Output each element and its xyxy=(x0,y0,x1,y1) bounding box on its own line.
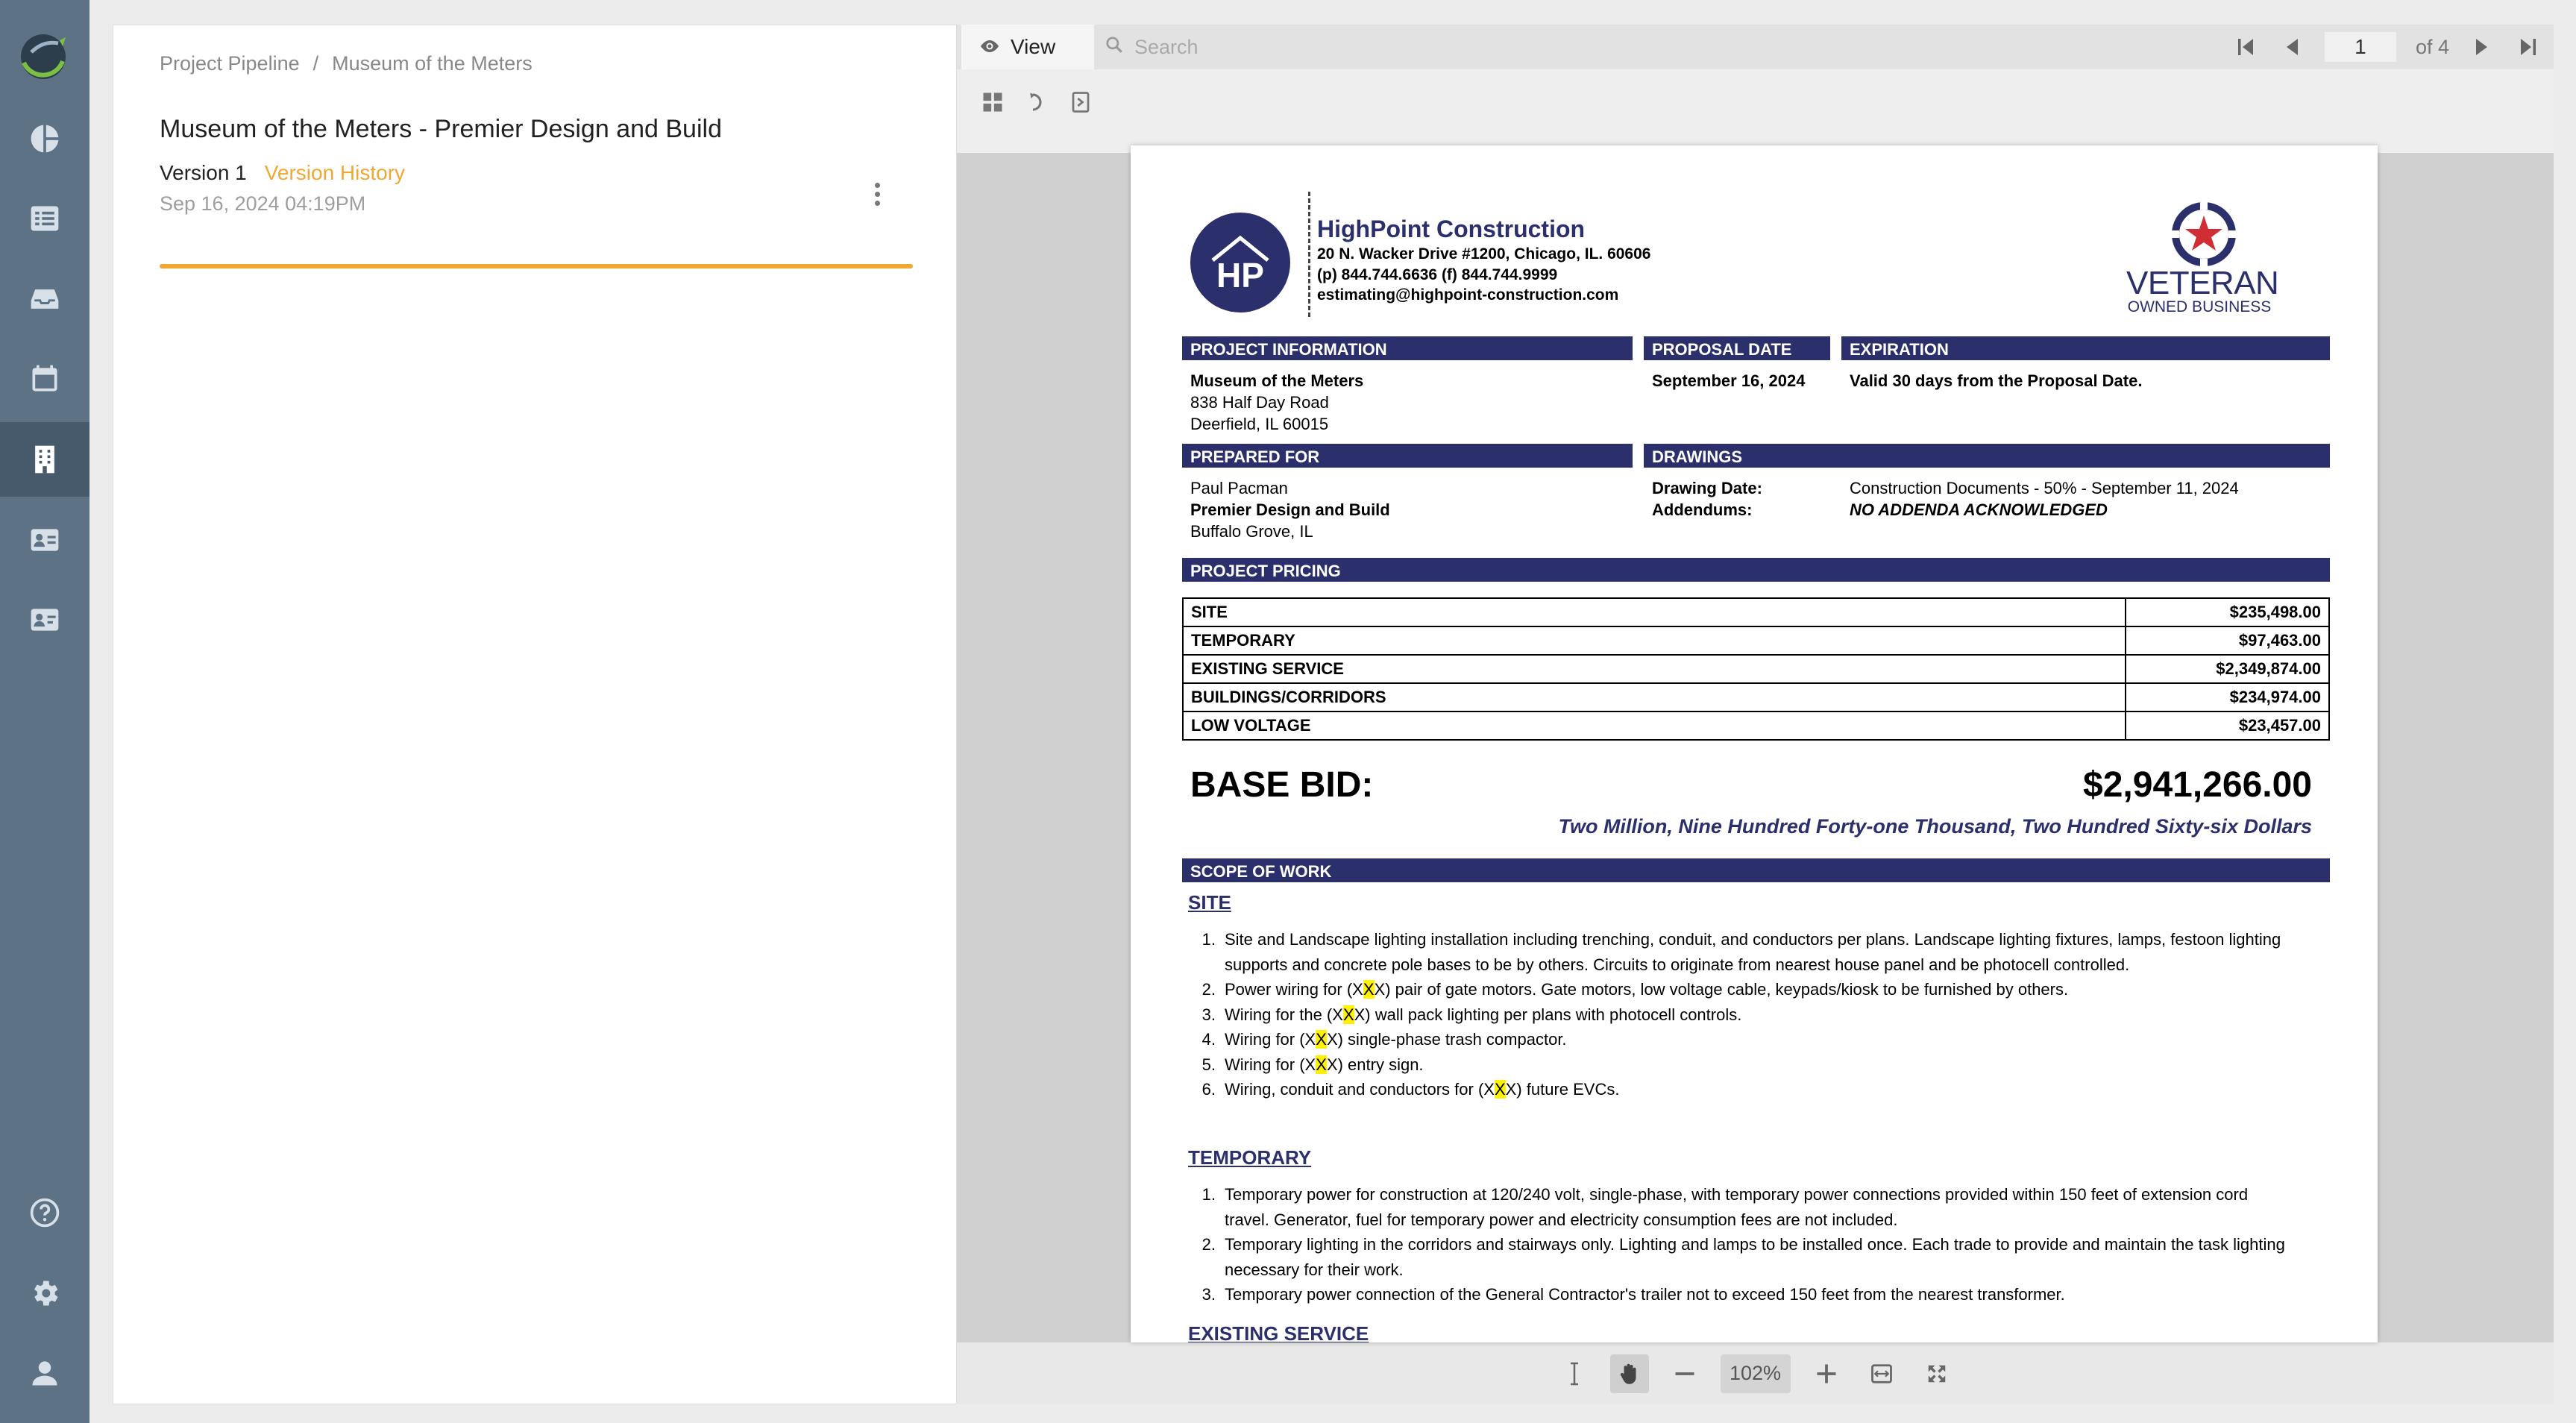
price-amount: $234,974.00 xyxy=(2126,683,2329,712)
table-row xyxy=(1183,655,2329,683)
version-history-link[interactable]: Version History xyxy=(264,161,406,184)
app-logo-icon[interactable] xyxy=(16,30,70,84)
thumbnails-icon[interactable] xyxy=(978,87,1008,117)
rotate-icon[interactable] xyxy=(1022,87,1052,117)
veteran-word: VETERAN xyxy=(2126,265,2279,301)
view-mode-button[interactable] xyxy=(961,25,1094,69)
list-icon[interactable] xyxy=(0,181,89,256)
breadcrumb-separator: / xyxy=(312,52,319,75)
calendar-icon[interactable] xyxy=(0,342,89,416)
viewer-secondary-toolbar xyxy=(957,69,2554,153)
project-address-1: 838 Half Day Road xyxy=(1190,393,1329,412)
base-bid-amount: $2,941,266.00 xyxy=(2083,765,2312,805)
document-page xyxy=(1131,145,2378,1342)
pan-hand-icon[interactable] xyxy=(1610,1354,1649,1393)
svg-text:HP: HP xyxy=(1216,256,1264,295)
proposal-date-value: September 16, 2024 xyxy=(1652,371,1806,390)
breadcrumb xyxy=(160,52,533,75)
id-card-icon[interactable] xyxy=(0,582,89,657)
company-phone: (p) 844.744.6636 (f) 844.744.9999 xyxy=(1317,266,1558,283)
highlight-mark: X xyxy=(1342,1005,1354,1024)
prepared-for-heading: PREPARED FOR xyxy=(1182,444,1633,468)
page-navigation xyxy=(2232,25,2542,69)
fit-page-icon[interactable] xyxy=(1066,87,1096,117)
list-item: 2. Power wiring for (XXX) pair of gate motors. Gate motors, low voltage cable, keypads/kiosk to be furnished by others. xyxy=(1201,980,2069,999)
eye-icon xyxy=(979,35,1000,59)
base-bid-words: Two Million, Nine Hundred Forty-one Thousand, Two Hundred Sixty-six Dollars xyxy=(1558,815,2312,838)
site-scope-list xyxy=(1190,927,2294,1102)
breadcrumb-parent-link[interactable]: Project Pipeline xyxy=(160,52,300,75)
base-bid-label: BASE BID: xyxy=(1190,765,1374,805)
addendums-value: NO ADDENDA ACKNOWLEDGED xyxy=(1850,500,2108,519)
veteran-subtitle: OWNED BUSINESS xyxy=(2127,298,2272,315)
viewer-bottom-toolbar xyxy=(957,1342,2554,1404)
last-page-icon[interactable] xyxy=(2515,34,2542,60)
page-title: Museum of the Meters - Premier Design and Build xyxy=(160,115,722,143)
company-logo xyxy=(1190,213,1290,312)
expiration-heading: EXPIRATION xyxy=(1841,336,2330,360)
expiration-value: Valid 30 days from the Proposal Date. xyxy=(1850,371,2143,390)
version-row xyxy=(160,161,405,185)
proposal-date-heading: PROPOSAL DATE xyxy=(1644,336,1830,360)
project-pricing-heading: PROJECT PRICING xyxy=(1182,558,2330,582)
text-select-icon[interactable] xyxy=(1555,1354,1594,1393)
page-total: of 4 xyxy=(2415,35,2449,58)
page-number-input[interactable] xyxy=(2325,32,2396,62)
scope-existing-service-title: EXISTING SERVICE xyxy=(1188,1322,1369,1342)
zoom-level[interactable]: 102% xyxy=(1721,1354,1791,1393)
veteran-star-icon xyxy=(2170,201,2237,268)
zoom-out-icon[interactable] xyxy=(1665,1354,1704,1393)
view-mode-label: View xyxy=(1011,35,1056,58)
fullscreen-icon[interactable] xyxy=(1917,1354,1956,1393)
highlight-mark: X xyxy=(1316,1030,1327,1049)
price-amount: $235,498.00 xyxy=(2126,598,2329,626)
table-row xyxy=(1183,598,2329,626)
search-icon xyxy=(1105,35,1124,60)
scope-temporary-title: TEMPORARY xyxy=(1188,1146,1312,1169)
version-date: Sep 16, 2024 04:19PM xyxy=(160,192,366,215)
prepared-for-company: Premier Design and Build xyxy=(1190,500,1390,519)
gear-icon[interactable] xyxy=(0,1256,89,1331)
project-information-heading: PROJECT INFORMATION xyxy=(1182,336,1633,360)
price-amount: $2,349,874.00 xyxy=(2126,655,2329,683)
pie-chart-icon[interactable] xyxy=(0,101,89,176)
company-email: estimating@highpoint-construction.com xyxy=(1317,286,1619,304)
table-row xyxy=(1183,683,2329,712)
progress-bar xyxy=(160,264,913,268)
prepared-for-city: Buffalo Grove, IL xyxy=(1190,522,1313,541)
list-item: 1. Site and Landscape lighting installation including trenching, conduit, and conductors per plans. Landscape lighting fixtures, lamps, festoon lighting supports and concrete pole bases to be by others. Circuits to originate from nearest house panel and be photocell controlled. xyxy=(1201,930,2281,974)
search-placeholder: Search xyxy=(1134,35,1199,58)
nav-rail xyxy=(0,0,89,1423)
highlight-mark: X xyxy=(1363,980,1375,999)
temporary-scope-list xyxy=(1190,1182,2294,1307)
list-item: 4. Wiring for (XXX) single-phase trash compactor. xyxy=(1201,1030,1567,1049)
highlight-mark: X xyxy=(1494,1080,1506,1099)
list-item: 3. Temporary power connection of the General Contractor's trailer not to exceed 150 feet from the nearest transformer. xyxy=(1201,1285,2065,1304)
scope-of-work-heading: SCOPE OF WORK xyxy=(1182,858,2330,882)
viewer-top-toolbar xyxy=(957,25,2554,69)
table-row xyxy=(1183,712,2329,740)
drawings-heading: DRAWINGS xyxy=(1644,444,2330,468)
list-item: 3. Wiring for the (XXX) wall pack lighting per plans with photocell controls. xyxy=(1201,1005,1742,1024)
company-name: HighPoint Construction xyxy=(1317,216,1586,242)
drawing-date-value: Construction Documents - 50% - September 11, 2024 xyxy=(1850,479,2239,497)
price-label: BUILDINGS/CORRIDORS xyxy=(1183,683,2126,712)
list-item: 2. Temporary lighting in the corridors and stairways only. Lighting and lamps to be installed once. Each trade to provide and maintain the task lighting necessary for their work. xyxy=(1201,1235,2285,1279)
price-amount: $97,463.00 xyxy=(2126,626,2329,655)
header-divider xyxy=(1308,192,1310,317)
prepared-for-person: Paul Pacman xyxy=(1190,479,1288,497)
scope-site-title: SITE xyxy=(1188,891,1231,914)
list-item: 1. Temporary power for construction at 120/240 volt, single-phase, with temporary power connections provided within 150 feet of extension cord travel. Generator, fuel for temporary power and electricity consumption fees are not included. xyxy=(1201,1185,2249,1229)
price-label: SITE xyxy=(1183,598,2126,626)
previous-page-icon[interactable] xyxy=(2278,34,2305,60)
contact-card-icon[interactable] xyxy=(0,503,89,577)
pricing-table xyxy=(1182,597,2330,741)
project-name: Museum of the Meters xyxy=(1190,371,1364,390)
breadcrumb-current: Museum of the Meters xyxy=(332,52,533,75)
help-icon[interactable] xyxy=(0,1175,89,1250)
price-label: EXISTING SERVICE xyxy=(1183,655,2126,683)
next-page-icon[interactable] xyxy=(2469,34,2495,60)
first-page-icon[interactable] xyxy=(2232,34,2259,60)
drawing-date-label: Drawing Date: xyxy=(1652,479,1762,497)
inbox-icon[interactable] xyxy=(0,262,89,336)
document-search[interactable] xyxy=(1081,25,1199,69)
version-label: Version 1 xyxy=(160,161,247,184)
fit-width-icon[interactable] xyxy=(1862,1354,1901,1393)
zoom-in-icon[interactable] xyxy=(1807,1354,1846,1393)
building-icon[interactable] xyxy=(0,422,89,497)
addendums-label: Addendums: xyxy=(1652,500,1753,519)
project-details-panel xyxy=(113,25,957,1404)
price-label: TEMPORARY xyxy=(1183,626,2126,655)
list-item: 6. Wiring, conduit and conductors for (XXX) future EVCs. xyxy=(1201,1080,1620,1099)
user-icon[interactable] xyxy=(0,1336,89,1410)
list-item: 5. Wiring for (XXX) entry sign. xyxy=(1201,1055,1424,1074)
price-label: LOW VOLTAGE xyxy=(1183,712,2126,740)
table-row xyxy=(1183,626,2329,655)
price-amount: $23,457.00 xyxy=(2126,712,2329,740)
more-options-icon[interactable] xyxy=(862,178,892,210)
highlight-mark: X xyxy=(1316,1055,1327,1074)
company-address: 20 N. Wacker Drive #1200, Chicago, IL. 60606 xyxy=(1317,245,1651,263)
project-address-2: Deerfield, IL 60015 xyxy=(1190,415,1329,433)
